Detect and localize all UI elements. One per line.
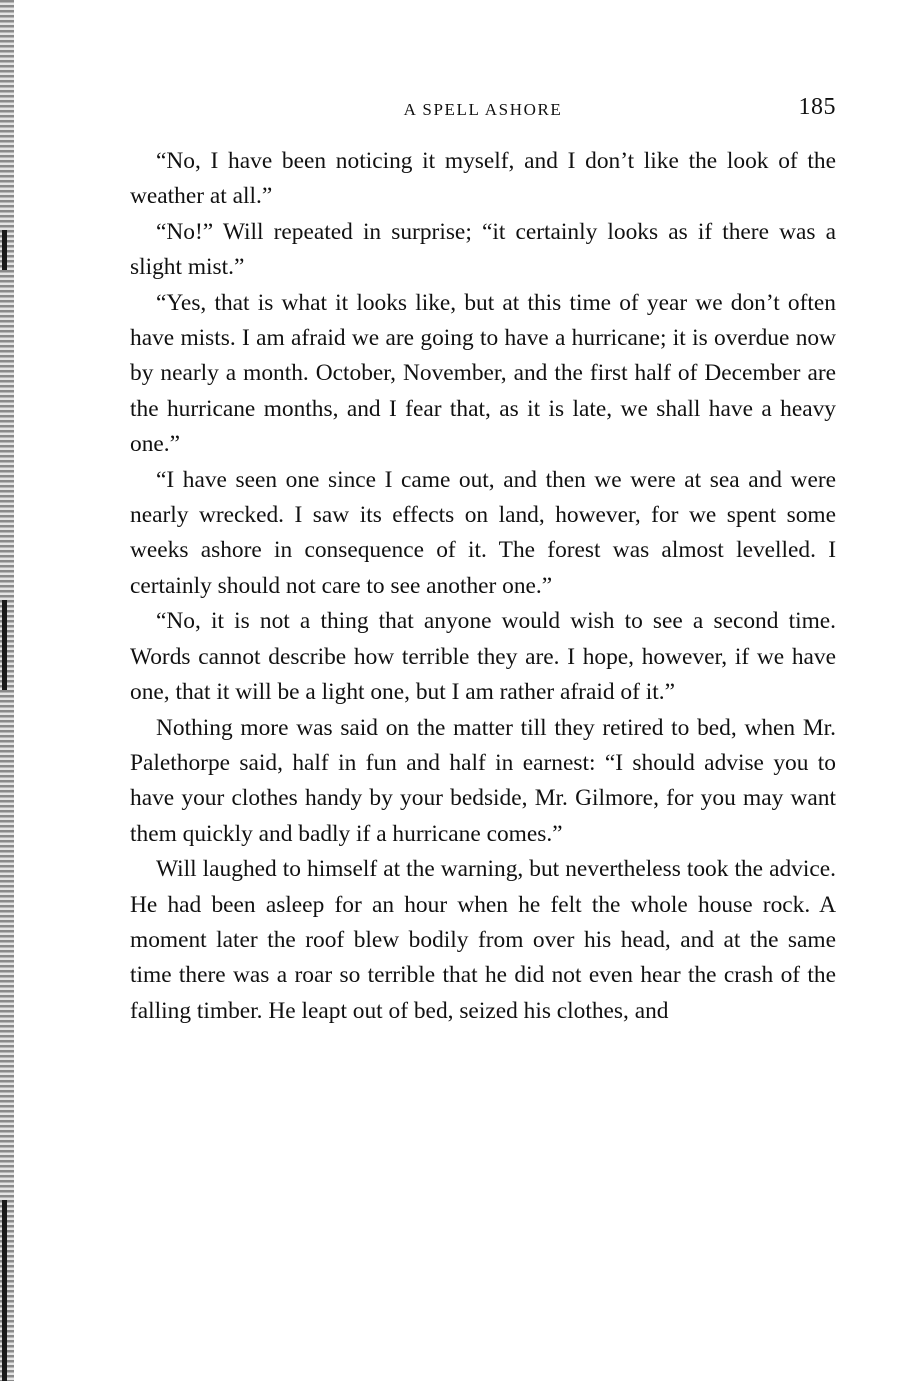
running-head <box>130 92 836 128</box>
running-title: A SPELL ASHORE <box>403 100 563 119</box>
paragraph: “I have seen one since I came out, and then we were at sea and were nearly wrecked. I saw its effects on land, however, for we spent some weeks ashore in consequence of it. The forest was almost levelled. I certainly should not care to see another one.” <box>130 466 836 599</box>
book-page <box>130 92 836 1029</box>
spine-shadow-mark <box>2 1200 7 1381</box>
paragraph: “No!” Will repeated in surprise; “it certainly looks as if there was a slight mist.” <box>130 218 836 281</box>
paragraph: “No, I have been noticing it myself, and I don’t like the look of the weather at all.” <box>130 148 836 210</box>
body-text <box>130 144 836 1029</box>
spine-shadow-mark <box>2 600 7 690</box>
paragraph: “Yes, that is what it looks like, but at this time of year we don’t often have mists. I am afraid we are going to have a hurricane; it is overdue now by nearly a month. October, November, and the first half of December are the hurricane months, and I fear that, as it is late, we shall have a heavy one.” <box>130 289 836 458</box>
book-spine-edge <box>0 0 14 1381</box>
page-number: 185 <box>798 94 836 120</box>
paragraph: Will laughed to himself at the warning, but nevertheless took the advice. He had been asleep for an hour when he felt the whole house rock. A moment later the roof blew bodily from over his head, and at the same time there was a roar so terrible that he did not even hear the crash of the falling timber. He leapt out of bed, seized his clothes, and <box>130 856 836 1024</box>
paragraph: “No, it is not a thing that anyone would wish to see a second time. Words cannot describe how terrible they are. I hope, however, if we have one, that it will be a light one, but I am rather afraid of it.” <box>130 608 836 706</box>
spine-shadow-mark <box>2 230 7 270</box>
paragraph: Nothing more was said on the matter till they retired to bed, when Mr. Palethorpe said, half in fun and half in earnest: “I should advise you to have your clothes handy by your bedside, Mr. Gilmore, for you may want them quickly and badly if a hurricane comes.” <box>130 714 836 847</box>
